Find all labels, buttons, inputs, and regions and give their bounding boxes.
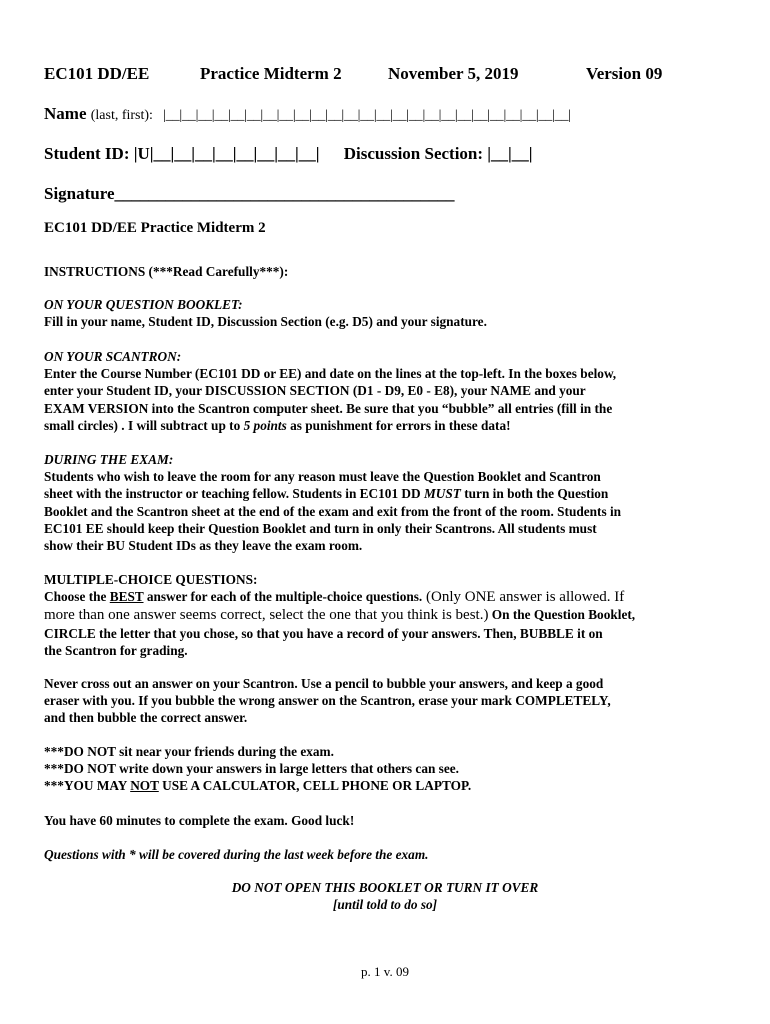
student-id-field <box>44 144 533 164</box>
page-footer: p. 1 v. 09 <box>361 964 409 979</box>
scantron-section <box>44 348 686 434</box>
during-heading: DURING THE EXAM: <box>44 452 174 467</box>
during-line-2-c: turn in both the Question <box>460 486 609 502</box>
scantron-heading: ON YOUR SCANTRON: <box>44 349 182 364</box>
name-field <box>44 104 571 124</box>
student-id-boxes: |U|__|__|__|__|__|__|__|__| <box>133 144 320 163</box>
never-line-3: and then bubble the correct answer. <box>44 710 248 726</box>
name-boxes: |__|__|__|__|__|__|__|__|__|__|__|__|__|__|__|__|__|__|__|__|__|__|__|__|__| <box>163 108 571 123</box>
mc-line-1-c: answer for each of the multiple-choice questions. <box>143 589 423 605</box>
closing-line-1: DO NOT OPEN THIS BOOKLET OR TURN IT OVER <box>231 880 539 895</box>
during-line-3: Booklet and the Scantron sheet at the end of the exam and exit from the front of the room. Students in <box>44 503 622 519</box>
name-hint: (last, first): <box>90 108 153 123</box>
scantron-line-1: Enter the Course Number (EC101 DD or EE) and date on the lines at the top-left. In the boxes below, <box>44 366 617 382</box>
exam-title: Practice Midterm 2 <box>200 64 342 83</box>
exam-version: Version 09 <box>586 64 663 83</box>
mc-heading: MULTIPLE-CHOICE QUESTIONS: <box>44 572 258 587</box>
time-note: You have 60 minutes to complete the exam. Good luck! <box>44 813 355 828</box>
mc-line-2 <box>44 606 686 624</box>
during-line-4: EC101 EE should keep their Question Booklet and turn in only their Scantrons. All students must <box>44 520 597 536</box>
during-line-2 <box>44 485 686 502</box>
during-line-5: show their BU Student IDs as they leave the exam room. <box>44 538 363 554</box>
rule-line-1: ***DO NOT sit near your friends during the exam. <box>44 744 334 759</box>
closing-line-2: [until told to do so] <box>332 897 438 913</box>
rule-line-3 <box>44 777 686 794</box>
never-line-2: eraser with you. If you bubble the wrong answer on the Scantron, erase your mark COMPLETELY, <box>44 693 611 709</box>
during-must: MUST <box>423 486 461 502</box>
never-section <box>44 675 686 727</box>
scantron-line-3: EXAM VERSION into the Scantron computer sheet. Be sure that you “bubble” all entries (fill in the <box>44 400 613 416</box>
mc-line-2-a: more than one answer seems correct, select the one that you think is best.) <box>44 607 489 624</box>
name-label: Name <box>44 104 87 123</box>
rules-section <box>44 743 686 795</box>
never-line-1: Never cross out an answer on your Scantron. Use a pencil to bubble your answers, and keep a good <box>44 676 604 691</box>
during-line-1: Students who wish to leave the room for any reason must leave the Question Booklet and Scantron <box>44 469 601 485</box>
exam-date: November 5, 2019 <box>388 64 519 83</box>
mc-best: BEST <box>109 589 144 605</box>
booklet-heading: ON YOUR QUESTION BOOKLET: <box>44 297 243 312</box>
mc-line-1-d: (Only ONE answer is allowed. If <box>422 589 625 606</box>
booklet-section <box>44 296 686 330</box>
scantron-points: 5 points <box>243 417 287 433</box>
instructions-heading: INSTRUCTIONS (***Read Carefully***): <box>44 264 289 279</box>
during-section <box>44 451 686 554</box>
signature-label: Signature <box>44 184 115 203</box>
student-id-label: Student ID: <box>44 144 130 163</box>
course-code: EC101 DD/EE <box>44 64 150 83</box>
scantron-line-4-a: small circles) . I will subtract up to <box>44 417 244 433</box>
rule-line-3-c: USE A CALCULATOR, CELL PHONE OR LAPTOP. <box>158 778 472 794</box>
signature-line: ________________________________________ <box>114 184 455 203</box>
during-line-2-a: sheet with the instructor or teaching fellow. Students in EC101 DD <box>44 486 424 502</box>
rule-line-2: ***DO NOT write down your answers in large letters that others can see. <box>44 761 459 777</box>
rule-not: NOT <box>130 778 159 794</box>
star-note: Questions with * will be covered during the last week before the exam. <box>44 847 429 862</box>
discussion-label: Discussion Section: <box>343 144 484 163</box>
mc-line-3: CIRCLE the letter that you chose, so that you have a record of your answers. Then, BUBBLE it on <box>44 625 603 641</box>
signature-field <box>44 184 455 204</box>
mc-line-1-a: Choose the <box>44 589 110 605</box>
scantron-line-4 <box>44 417 686 434</box>
mc-line-4: the Scantron for grading. <box>44 642 188 658</box>
booklet-text: Fill in your name, Student ID, Discussion Section (e.g. D5) and your signature. <box>44 314 487 330</box>
closing-notice <box>44 879 726 913</box>
discussion-boxes: |__|__| <box>487 144 533 163</box>
rule-line-3-a: ***YOU MAY <box>44 778 131 794</box>
document-title: EC101 DD/EE Practice Midterm 2 <box>44 220 266 236</box>
header-row <box>44 64 684 86</box>
scantron-line-2: enter your Student ID, your DISCUSSION SECTION (D1 - D9, E0 - E8), your NAME and your <box>44 383 586 399</box>
mc-line-1 <box>44 588 686 606</box>
mc-section <box>44 571 686 659</box>
scantron-line-4-c: as punishment for errors in these data! <box>286 417 511 433</box>
mc-line-2-b: On the Question Booklet, <box>488 607 636 623</box>
